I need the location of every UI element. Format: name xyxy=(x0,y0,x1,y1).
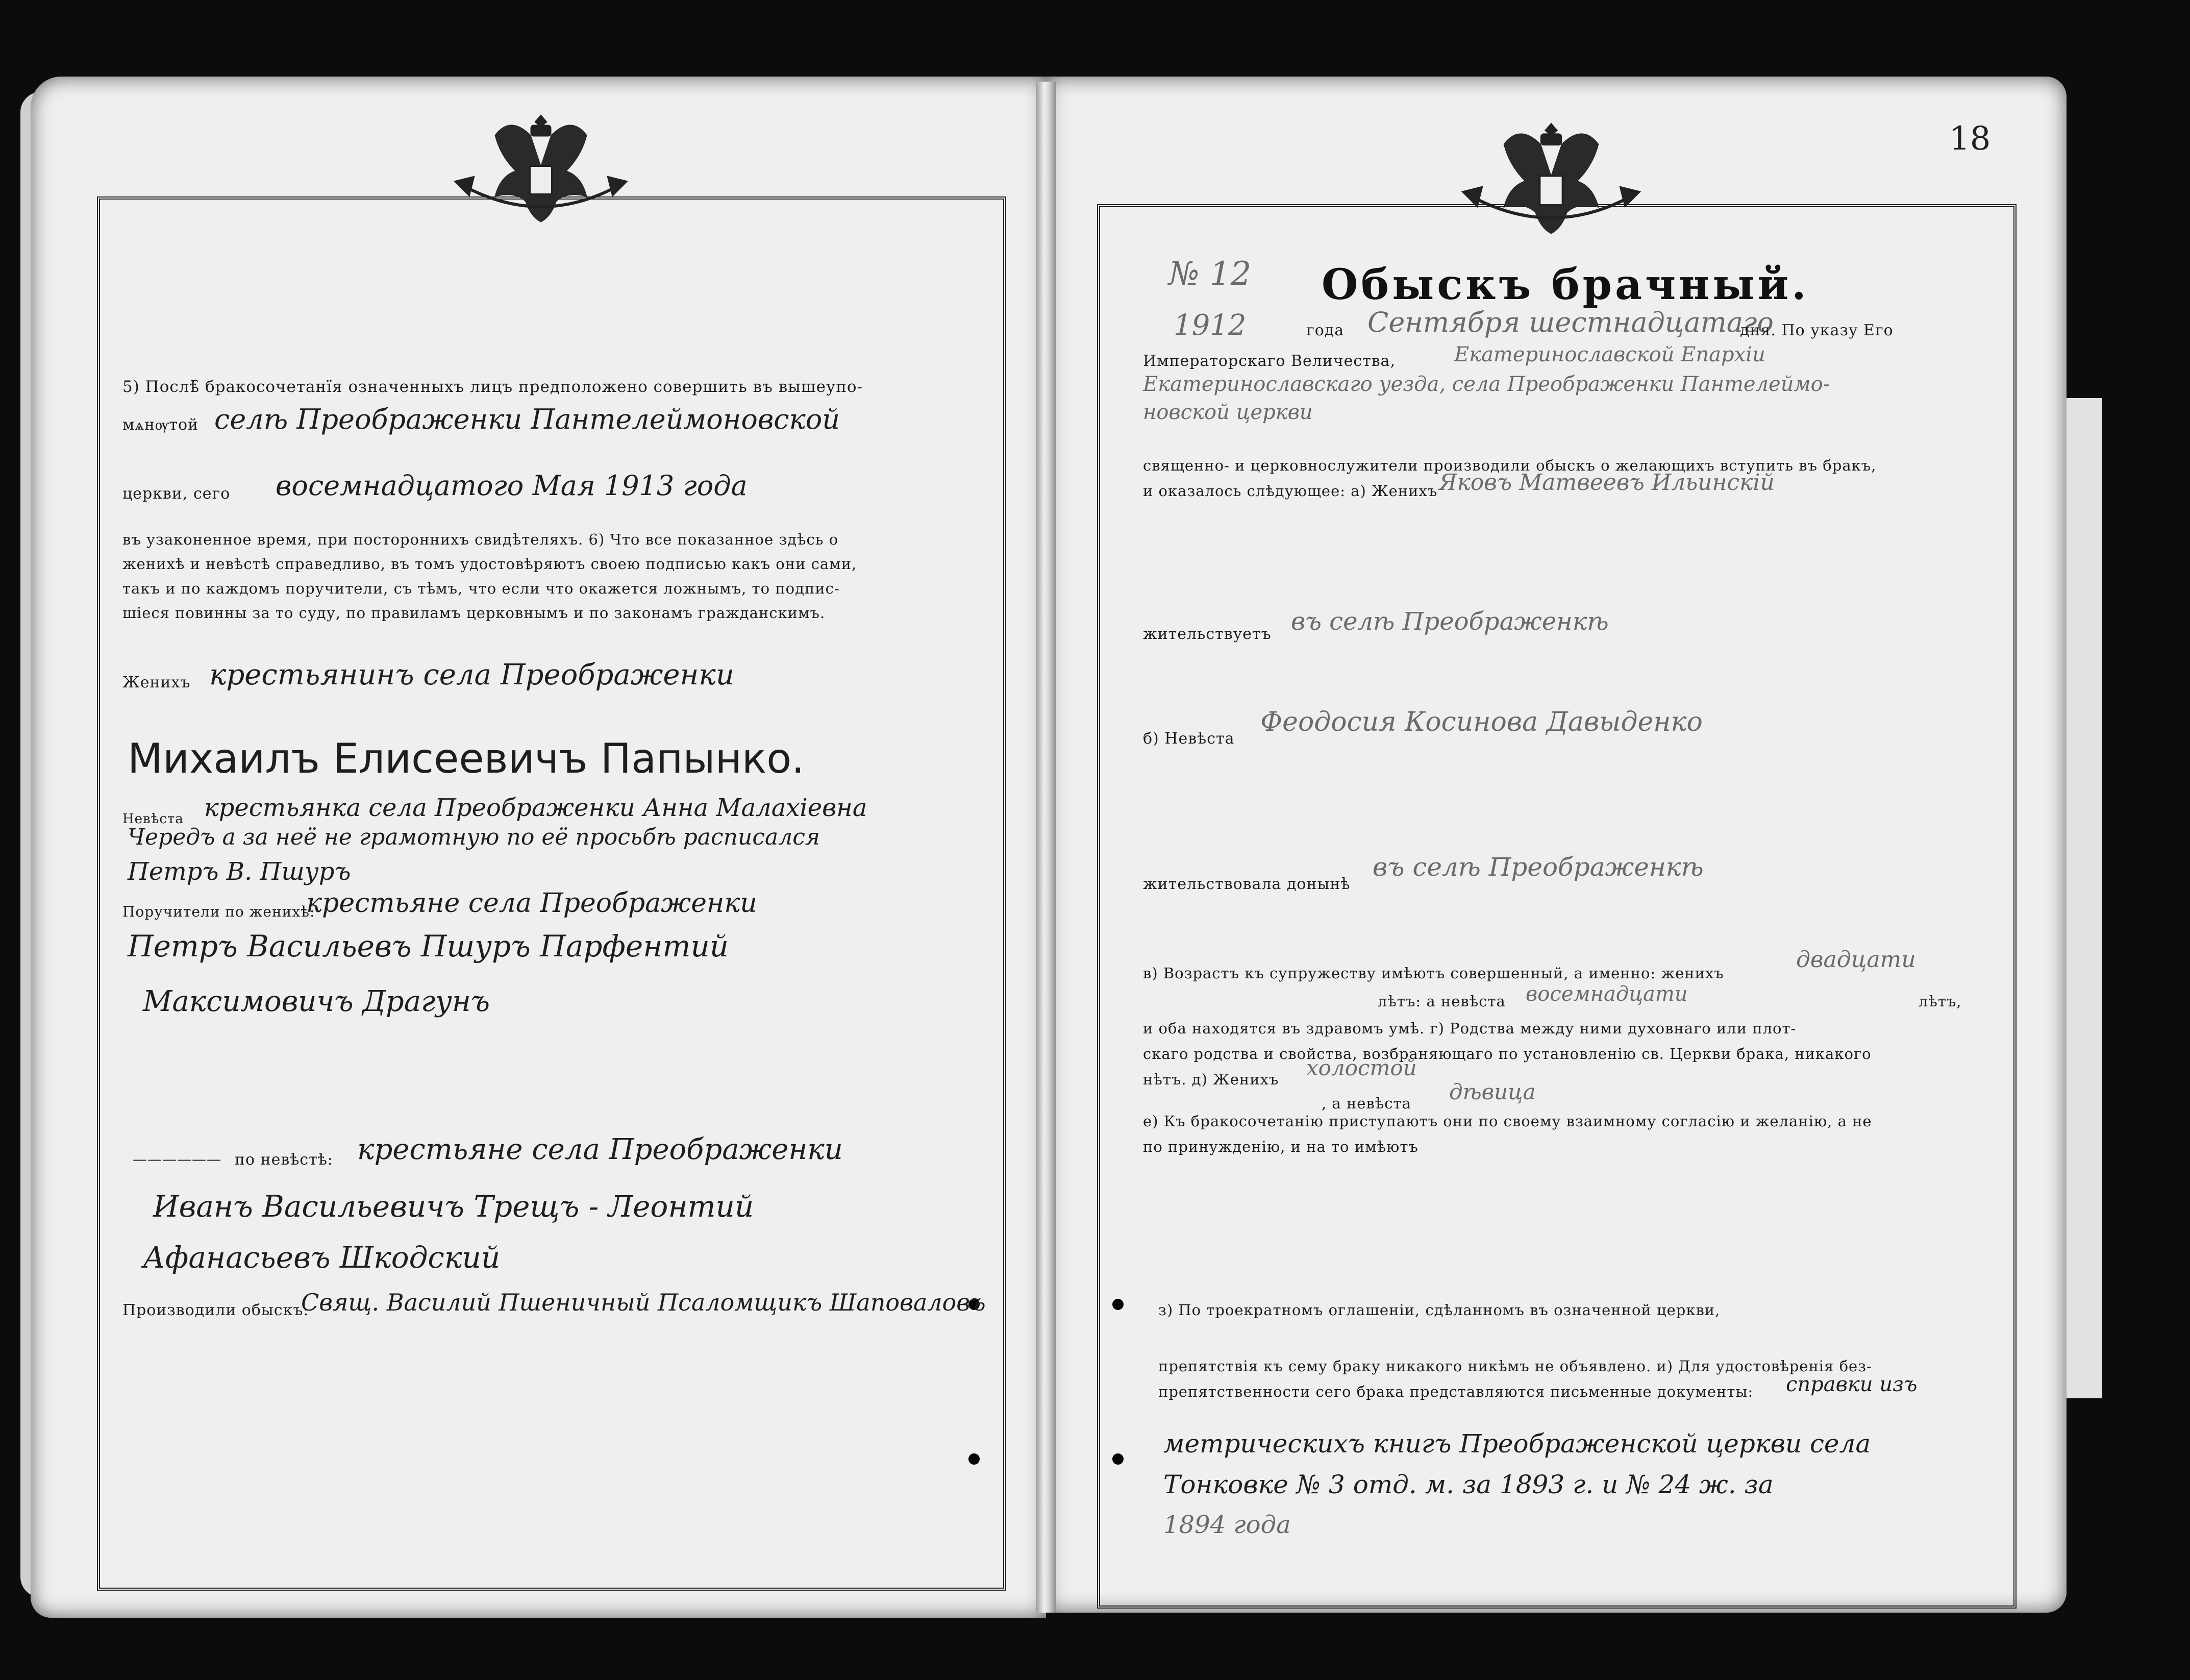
hw-documents-line-2: Тонковке № 3 отд. м. за 1893 г. и № 24 ж. за xyxy=(1163,1470,1774,1499)
hw-bride-name: Феодосия Косинова Давыденко xyxy=(1260,707,1703,737)
book-gutter xyxy=(1036,82,1056,1613)
hw-groom-line-1: крестьянинъ села Преображенки xyxy=(209,658,734,691)
clergy-line-1: священно- и церковнослужители производили обыскъ о желающихъ вступить въ бракъ, xyxy=(1143,457,1877,474)
para-5-line-1: 5) Послѣ̑ бракосочетанїя означенныхъ лицъ предположено совершить въ вышеупо- xyxy=(122,378,863,396)
impediments-line-1: препятствiя къ сему браку никакого никѣмъ не объявлено. и) Для удостовѣренiя без- xyxy=(1158,1357,1872,1375)
binding-hole xyxy=(968,1453,980,1465)
hw-bride-residence: въ селѣ Преображенкѣ xyxy=(1373,852,1704,882)
hw-documents-line-3: 1894 года xyxy=(1163,1511,1291,1539)
hw-guarantors-groom-line-3: Максимовичъ Драгунъ xyxy=(143,985,490,1018)
age-line-2a: лѣтъ: а невѣста xyxy=(1378,993,1506,1010)
consent-line-1: е) Къ бракосочетанiю приступаютъ они по своему взаимному согласiю и желанiю, а не xyxy=(1143,1113,1872,1130)
hw-day: Сентября шестнадцатаго xyxy=(1367,306,1774,338)
hw-bride-line-2: Чередъ а за неё не грамотную по её просьбѣ расписался xyxy=(128,824,820,850)
hw-documents-line-1: метрическихъ книгъ Преображенской церкви села xyxy=(1163,1429,1871,1459)
bride-label-right: б) Невѣста xyxy=(1143,730,1235,748)
hw-bride-status: дѣвица xyxy=(1449,1079,1536,1104)
banns-line: з) По троекратномъ оглашенiи, сдѣланномъ въ означенной церкви, xyxy=(1158,1301,1721,1319)
age-line-1: в) Возрастъ къ супружеству имѣютъ совершенный, а именно: женихъ xyxy=(1143,965,1724,982)
hw-groom-age: двадцати xyxy=(1796,947,1916,973)
guarantors-groom-label: Поручители по женихѣ: xyxy=(122,903,315,920)
para-6-line-4: шiеся повинны за то суду, по правиламъ церковнымъ и по законамъ гражданскимъ. xyxy=(122,604,826,622)
guarantors-bride-label: по невѣстѣ: xyxy=(235,1151,333,1169)
bride-residence-label: жительствовала донынѣ xyxy=(1143,875,1351,893)
marital-line-1: нѣтъ. д) Женихъ xyxy=(1143,1071,1279,1088)
hw-groom-residence: въ селѣ Преображенкѣ xyxy=(1291,607,1609,636)
hw-guarantors-groom-line-2: Петръ Васильевъ Пшуръ Парфентий xyxy=(128,929,729,963)
marital-line-2: , а невѣста xyxy=(1322,1095,1411,1112)
hw-documents-line-0: справки изъ xyxy=(1786,1373,1918,1396)
day-label: дня. По указу Его xyxy=(1740,322,1894,339)
health-line-1: и оба находятся въ здравомъ умѣ. г) Родства между ними духовнаго или плот- xyxy=(1143,1020,1797,1037)
document-title: Обыскъ брачный. xyxy=(1322,260,1809,309)
page-number: 18 xyxy=(1949,120,1991,158)
consent-line-2: по принужденiю, и на то имѣютъ xyxy=(1143,1138,1418,1155)
hw-guarantors-bride-line-3: Афанасьевъ Шкодский xyxy=(143,1240,501,1275)
hw-bride-line-3: Петръ В. Пшуръ xyxy=(128,857,351,886)
hw-groom-line-2: Михаилъ Елисеевичъ Папынко. xyxy=(128,735,805,782)
hw-groom-name: Яковъ Матвеевъ Ильинскiй xyxy=(1439,470,1775,496)
para-6-line-3: такъ и по каждомъ поручители, съ тѣмъ, что если что окажется ложнымъ, то подпис- xyxy=(122,580,840,597)
hw-bride-line-1: крестьянка села Преображенки Анна Малахiевна xyxy=(204,794,867,822)
church-label: церкви, сего xyxy=(122,485,231,503)
hw-guarantors-groom-line-1: крестьяне села Преображенки xyxy=(306,888,757,919)
binding-hole xyxy=(1112,1453,1124,1465)
imperial-eagle-crest-icon xyxy=(434,94,648,258)
hw-uezd: Екатеринославскаго уезда, села Преображенки Пантелеймо- xyxy=(1143,373,1830,396)
para-6-line-1: въ узаконенное время, при постороннихъ свидѣтеляхъ. 6) Что все показанное здѣсь о xyxy=(122,531,839,548)
groom-residence-label: жительствуетъ xyxy=(1143,625,1272,643)
hw-record-number: № 12 xyxy=(1168,255,1252,293)
bride-label: Невѣста xyxy=(122,811,184,827)
hw-guarantors-bride-line-2: Иванъ Васильевичъ Трещъ - Леонтий xyxy=(153,1189,754,1224)
year-label: года xyxy=(1306,322,1345,339)
age-line-2b: лѣтъ, xyxy=(1919,993,1962,1010)
hw-groom-status: холостой xyxy=(1306,1055,1417,1080)
impediments-line-2: препятственности сего брака представляются письменные документы: xyxy=(1158,1383,1754,1400)
hw-bride-age: восемнадцати xyxy=(1526,982,1688,1006)
hw-church: новской церкви xyxy=(1143,401,1313,424)
hw-conducted-signatures: Свящ. Василий Пшеничный Псаломщикъ Шаповаловъ xyxy=(301,1289,986,1316)
para-5-line-2: мѧнѹтой xyxy=(122,416,199,434)
guarantors-bride-dash: —————— xyxy=(133,1151,221,1168)
imperial-eagle-crest-icon-right xyxy=(1439,102,1663,270)
hw-diocese: Екатеринославской Епархiи xyxy=(1454,343,1765,366)
hw-church-name: селѣ Преображенки Пантелеймоновской xyxy=(214,403,840,435)
imperial-label: Императорскаго Величества, xyxy=(1143,352,1396,370)
binding-hole xyxy=(1112,1299,1124,1310)
hw-year: 1912 xyxy=(1174,309,1247,342)
hw-guarantors-bride-line-1: крестьяне села Преображенки xyxy=(357,1133,843,1166)
conducted-label: Производили обыскъ: xyxy=(122,1301,309,1319)
groom-label: Женихъ xyxy=(122,674,191,691)
hw-marriage-date: восемнадцатого Мая 1913 года xyxy=(276,470,748,502)
para-6-line-2: женихѣ и невѣстѣ справедливо, въ томъ удостовѣряютъ своею подписью какъ они сами, xyxy=(122,555,857,573)
clergy-line-2: и оказалось слѣдующее: а) Женихъ xyxy=(1143,482,1438,500)
health-line-2: скаго родства и свойства, возбраняющаго по установленiю св. Церкви брака, никакого xyxy=(1143,1045,1872,1063)
